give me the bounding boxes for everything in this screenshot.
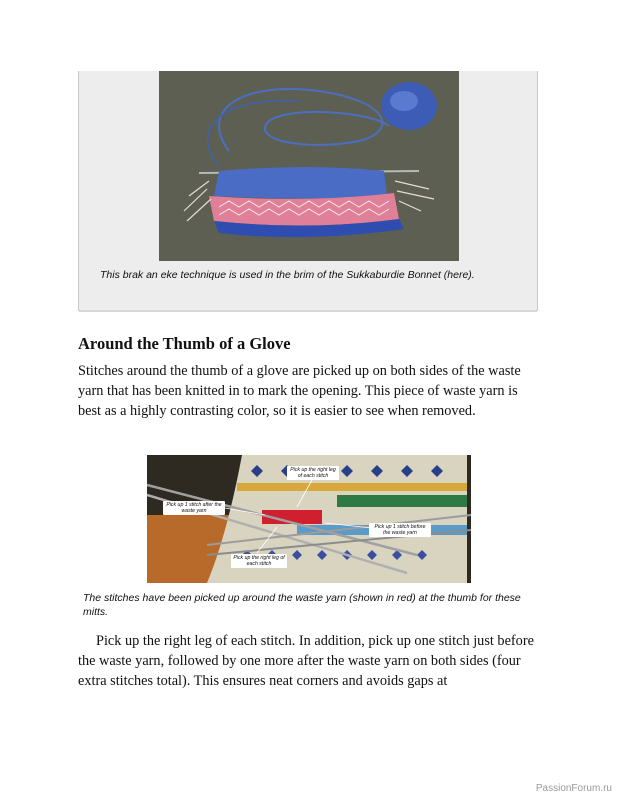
knitted-brim-photo — [159, 71, 459, 261]
figure-box-shadow — [79, 310, 537, 312]
section-heading: Around the Thumb of a Glove — [78, 334, 291, 353]
knitted-brim-illustration — [159, 71, 459, 261]
label-bottom: Pick up the right leg of each stitch — [231, 554, 287, 568]
thumb-stitches-photo — [147, 455, 471, 583]
label-right: Pick up 1 stitch before the waste yarn — [369, 523, 431, 537]
label-top: Pick up the right leg of each stitch — [287, 466, 339, 480]
figure-box — [78, 71, 538, 311]
paragraph-1: Stitches around the thumb of a glove are picked up on both sides of the waste yarn that has been knitted in to mark the opening. This piece of waste yarn is best as a highly contrasting color, so it is easier to see when removed. — [78, 363, 521, 419]
label-left: Pick up 1 stitch after the waste yarn — [163, 501, 225, 515]
figure2-caption: The stitches have been picked up around the waste yarn (shown in red) at the thumb for these mitts. — [83, 592, 521, 618]
watermark: PassionForum.ru — [535, 783, 612, 794]
paragraph-2: Pick up the right leg of each stitch. In addition, pick up one stitch just before the waste yarn, followed by one more after the waste yarn on both sides (four extra stitches total). This ensures neat corners and avoids gaps at — [78, 633, 534, 689]
figure1-caption: This brak an eke technique is used in the brim of the Sukkaburdie Bonnet (here). — [100, 269, 475, 281]
